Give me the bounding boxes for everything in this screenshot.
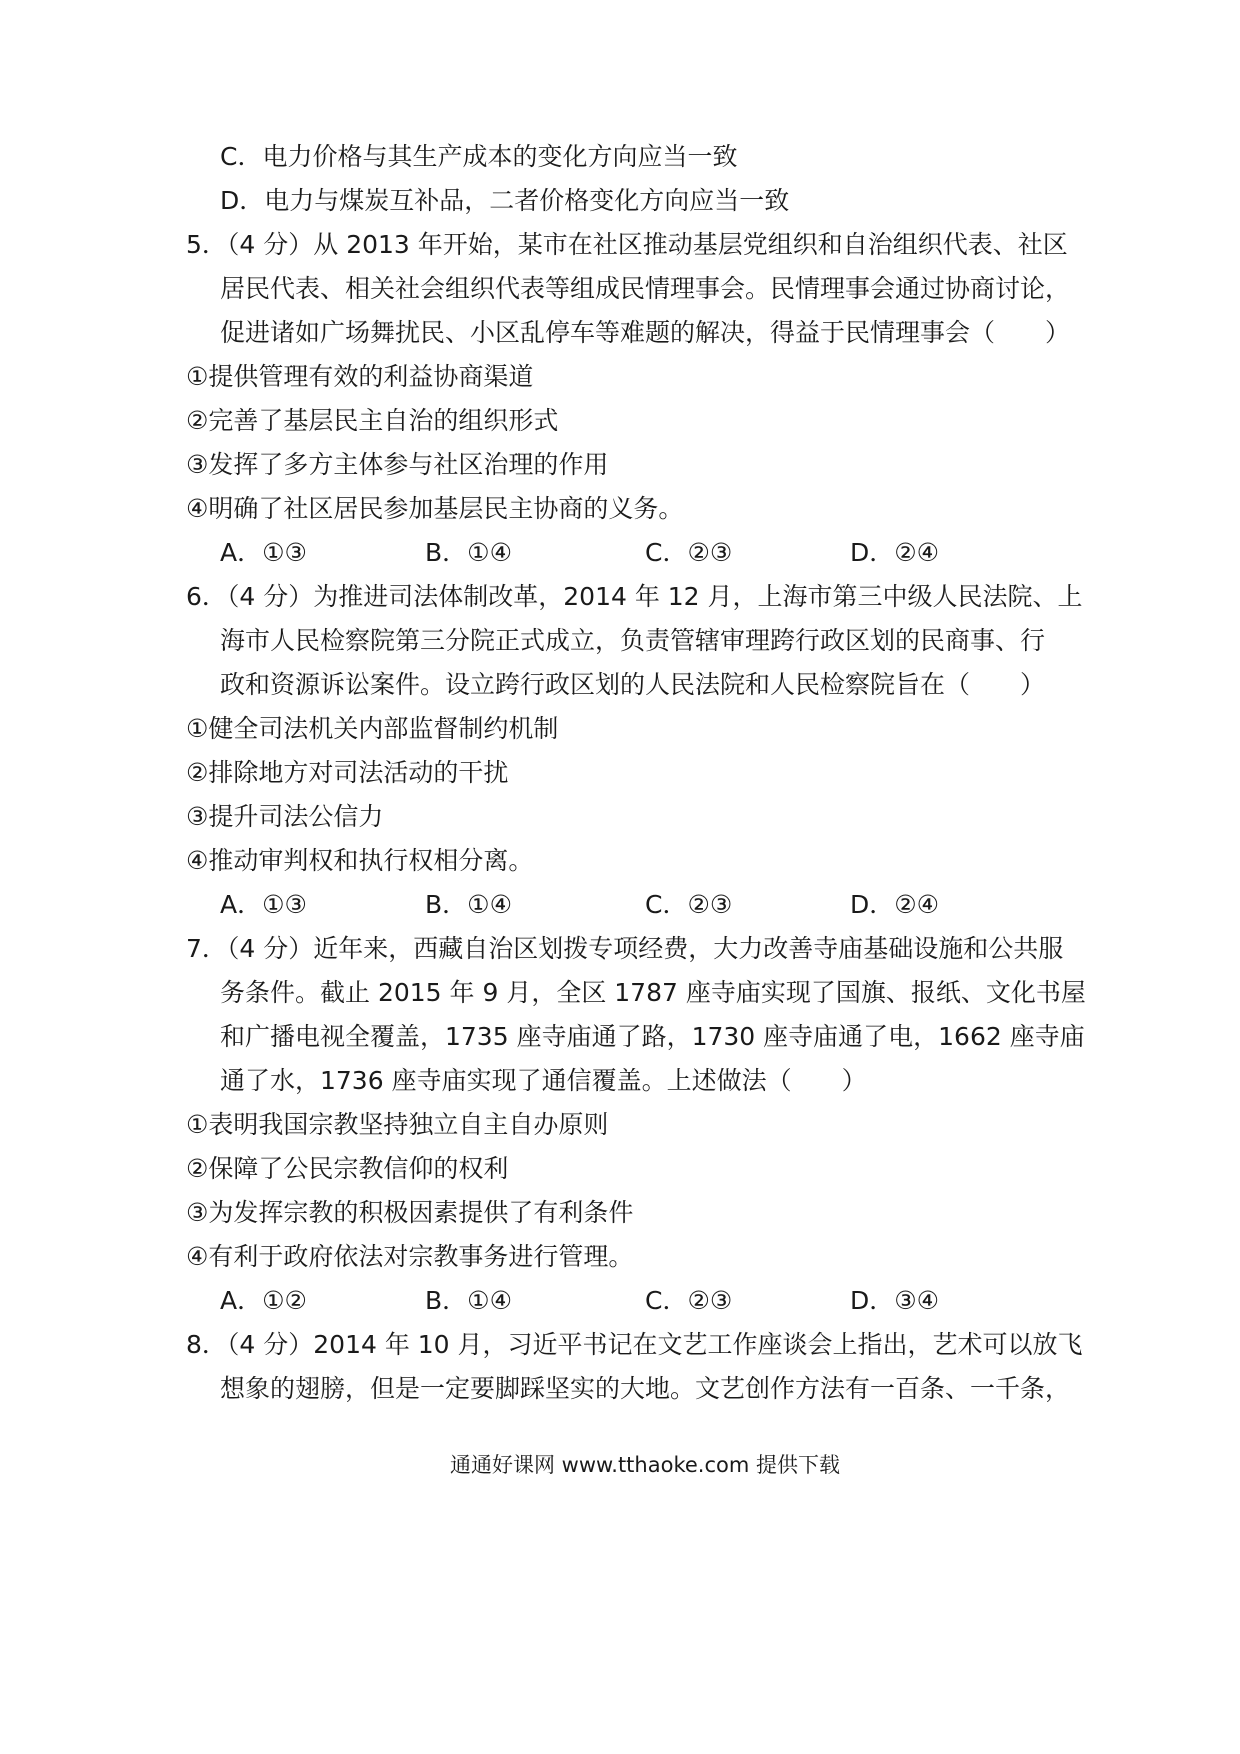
question-5-statement-4: ④明确了社区居民参加基层民主协商的义务。: [186, 494, 684, 523]
question-6-statement-3: ③提升司法公信力: [186, 802, 384, 831]
question-7-option-a: A．①②: [220, 1286, 307, 1315]
question-5-option-a: A．①③: [220, 538, 307, 567]
question-8-line-2: 想象的翅膀，但是一定要脚踩坚实的大地。文艺创作方法有一百条、一千条，: [220, 1374, 1071, 1403]
question-7-option-d: D．③④: [850, 1286, 940, 1315]
question-7-line-1: 7．（4 分）近年来，西藏自治区划拨专项经费，大力改善寺庙基础设施和公共服: [186, 934, 1064, 963]
question-8-line-1: 8．（4 分）2014 年 10 月，习近平书记在文艺工作座谈会上指出，艺术可以放飞: [186, 1330, 1083, 1359]
question-6-option-b: B．①④: [425, 890, 512, 919]
page-footer: 通通好课网 www.tthaoke.com 提供下载: [450, 1453, 840, 1477]
question-6-statement-4: ④推动审判权和执行权相分离。: [186, 846, 534, 875]
question-5-line-1: 5．（4 分）从 2013 年开始，某市在社区推动基层党组织和自治组织代表、社区: [186, 230, 1068, 259]
question-5-statement-2: ②完善了基层民主自治的组织形式: [186, 406, 559, 435]
question-7-option-c: C．②③: [645, 1286, 733, 1315]
question-6-statement-1: ①健全司法机关内部监督制约机制: [186, 714, 559, 743]
question-5-line-2: 居民代表、相关社会组织代表等组成民情理事会。民情理事会通过协商讨论，: [220, 274, 1071, 303]
question-7-statement-1: ①表明我国宗教坚持独立自主自办原则: [186, 1110, 609, 1139]
question-6-statement-2: ②排除地方对司法活动的干扰: [186, 758, 509, 787]
question-5-option-b: B．①④: [425, 538, 512, 567]
question-5-option-c: C．②③: [645, 538, 733, 567]
question-7-statement-3: ③为发挥宗教的积极因素提供了有利条件: [186, 1198, 634, 1227]
question-5-option-d: D．②④: [850, 538, 940, 567]
question-5-line-3: 促进诸如广场舞扰民、小区乱停车等难题的解决，得益于民情理事会（ ）: [220, 318, 1071, 347]
question-7-line-3: 和广播电视全覆盖，1735 座寺庙通了路，1730 座寺庙通了电，1662 座寺庙: [220, 1022, 1085, 1051]
question-6-option-a: A．①③: [220, 890, 307, 919]
question-7-statement-4: ④有利于政府依法对宗教事务进行管理。: [186, 1242, 634, 1271]
question-7-statement-2: ②保障了公民宗教信仰的权利: [186, 1154, 509, 1183]
question-6-option-d: D．②④: [850, 890, 940, 919]
question-6-line-1: 6．（4 分）为推进司法体制改革，2014 年 12 月，上海市第三中级人民法院、上: [186, 582, 1083, 611]
question-6-option-c: C．②③: [645, 890, 733, 919]
option-c-q4: C．电力价格与其生产成本的变化方向应当一致: [220, 142, 738, 171]
question-7-line-4: 通了水，1736 座寺庙实现了通信覆盖。上述做法（ ）: [220, 1066, 867, 1095]
question-5-statement-3: ③发挥了多方主体参与社区治理的作用: [186, 450, 609, 479]
question-6-line-3: 政和资源诉讼案件。设立跨行政区划的人民法院和人民检察院旨在（ ）: [220, 670, 1046, 699]
option-d-q4: D．电力与煤炭互补品，二者价格变化方向应当一致: [220, 186, 790, 215]
question-7-option-b: B．①④: [425, 1286, 512, 1315]
question-6-line-2: 海市人民检察院第三分院正式成立，负责管辖审理跨行政区划的民商事、行: [220, 626, 1046, 655]
question-7-line-2: 务条件。截止 2015 年 9 月，全区 1787 座寺庙实现了国旗、报纸、文化书屋: [220, 978, 1086, 1007]
question-5-statement-1: ①提供管理有效的利益协商渠道: [186, 362, 534, 391]
